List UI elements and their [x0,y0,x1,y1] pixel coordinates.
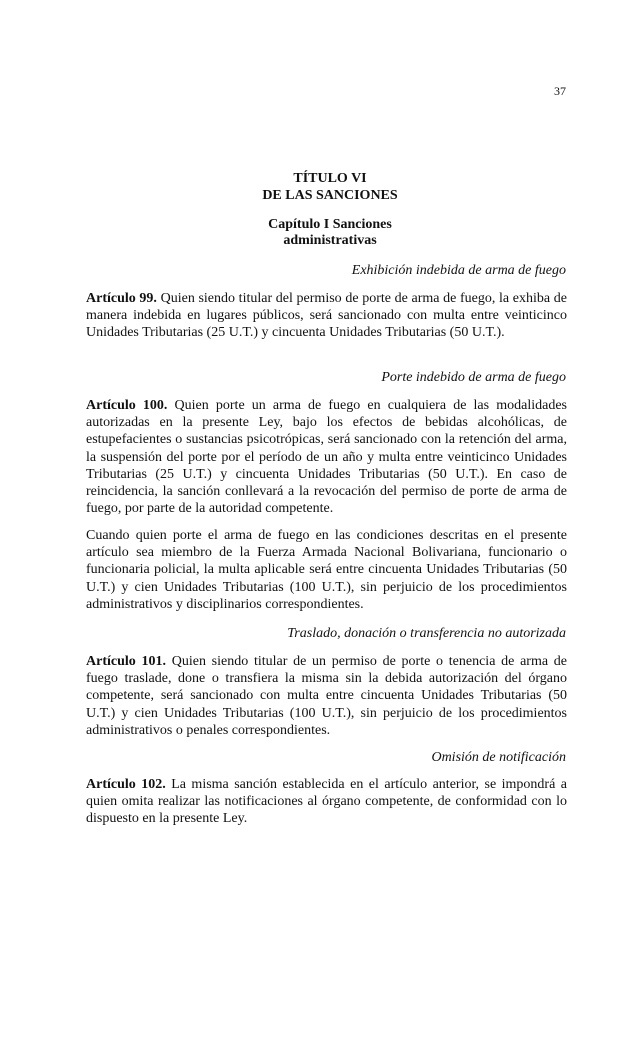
article-100-label: Artículo 100. [86,398,168,413]
article-102-label: Artículo 102. [86,777,166,792]
subtitle-article-100: Porte indebido de arma de fuego [381,370,566,385]
article-101-text: Quien siendo titular de un permiso de porte o tenencia de arma de fuego traslade, done o transfiera la misma sin la debida autorización del órgano competente, será sancionado con multa entre cincuenta Unidades Tributarias (50 U.T.) y cien Unidades Tributarias (100 U.T.), sin perjuicio de los procedimientos administrativos o penales correspondientes. [86,654,567,738]
subtitle-article-102: Omisión de notificación [431,750,566,765]
article-101-label: Artículo 101. [86,654,166,669]
article-102-paragraph [86,776,567,828]
article-100-paragraph [86,397,567,517]
title-line-2: DE LAS SANCIONES [262,188,398,203]
page-number: 37 [554,84,566,98]
article-99-text: Quien siendo titular del permiso de porte de arma de fuego, la exhiba de manera indebida en lugares públicos, será sancionado con multa entre veinticinco Unidades Tributarias (25 U.T.) y cincuenta Unidades Tributarias (50 U.T.). [86,291,568,341]
chapter-heading: Capítulo I Sanciones administrativas [268,217,392,248]
article-99-paragraph [86,290,567,342]
article-100-text: Quien porte un arma de fuego en cualquiera de las modalidades autorizadas en la presente Ley, bajo los efectos de bebidas alcohólicas, de estupefacientes o sustancias psicotrópicas, será sancionado con la retención del arma, la suspensión del porte por el período de un año y multa entre veinticinco Unidades Tributarias (25 U.T.) y cincuenta Unidades Tributarias (50 U.T.). En caso de reincidencia, la sanción conllevará a la revocación del permiso de porte de arma de fuego, por parte de la autoridad competente. [86,398,567,517]
article-100-second-paragraph: Cuando quien porte el arma de fuego en las condiciones descritas en el presente artículo sea miembro de la Fuerza Armada Nacional Bolivariana, funcionario o funcionaria policial, la multa aplicable será entre cincuenta Unidades Tributarias (50 U.T.) y cien Unidades Tributarias (100 U.T.), sin perjuicio de los procedimientos administrativos y disciplinarios correspondientes. [86,528,567,612]
subtitle-article-101: Traslado, donación o transferencia no autorizada [287,626,566,641]
article-102-text: La misma sanción establecida en el artículo anterior, se impondrá a quien omita realizar las notificaciones al órgano competente, de conformidad con lo dispuesto en la presente Ley. [86,777,567,827]
title-line-1: TÍTULO VI [293,171,367,186]
subtitle-article-99: Exhibición indebida de arma de fuego [351,263,566,278]
article-99-label: Artículo 99. [86,291,157,306]
article-101-paragraph [86,653,567,739]
